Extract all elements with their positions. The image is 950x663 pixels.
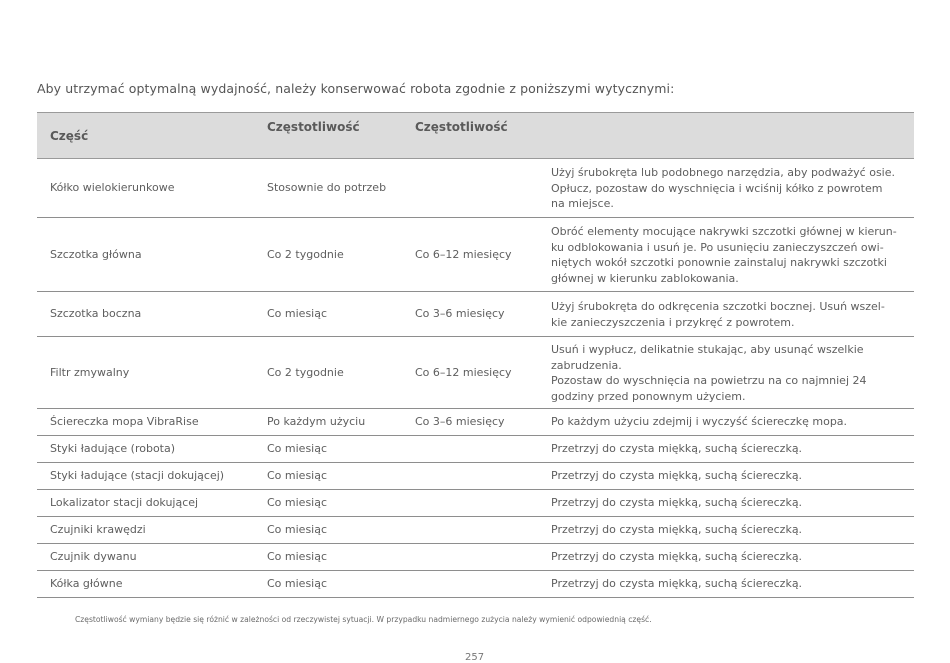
description-line: Obróć elementy mocujące nakrywki szczotki głównej w kierun- — [551, 225, 897, 238]
part-cell: Szczotka boczna — [37, 292, 254, 337]
part-cell: Czujniki krawędzi — [37, 517, 254, 544]
table-row — [37, 218, 914, 292]
table-header-row — [37, 113, 914, 159]
description-line: Opłucz, pozostaw do wyschnięcia i wciśnij kółko z powrotem — [551, 181, 883, 195]
frequency-cell: Co 2 tygodnie — [254, 337, 402, 409]
frequency-cell: Co miesiąc — [254, 571, 402, 598]
description-cell — [538, 159, 914, 218]
footnote: Częstotliwość wymiany będzie się różnić w zależności od rzeczywistej sytuacji. W przypadku nadmiernego zużycia należy wymienić odpowiednią część. — [75, 615, 652, 624]
description-line: Użyj śrubokręta lub podobnego narzędzia, aby podważyć osie. — [551, 166, 895, 180]
description-line: Usuń i wypłucz, delikatnie stukając, aby usunąć wszelkie — [551, 343, 864, 356]
frequency-cell: Co miesiąc — [254, 517, 402, 544]
replacement-cell — [402, 490, 538, 517]
table-row — [37, 517, 914, 544]
frequency-cell: Co miesiąc — [254, 436, 402, 463]
table-row — [37, 159, 914, 218]
description-cell — [538, 337, 914, 409]
part-cell: Kółko wielokierunkowe — [37, 159, 254, 218]
replacement-cell: Co 3–6 miesięcy — [402, 409, 538, 436]
table-row — [37, 571, 914, 598]
description-cell: Przetrzyj do czysta miękką, suchą ściereczką. — [538, 544, 914, 571]
description-line: niętych wokół szczotki ponownie zainstaluj nakrywki szczotki — [551, 256, 887, 269]
description-cell: Przetrzyj do czysta miękką, suchą ściereczką. — [538, 436, 914, 463]
table-row — [37, 544, 914, 571]
replacement-cell: Co 3–6 miesięcy — [402, 292, 538, 337]
description-line: Użyj śrubokręta do odkręcenia szczotki bocznej. Usuń wszel- — [551, 300, 885, 313]
description-cell: Przetrzyj do czysta miękką, suchą ściereczką. — [538, 463, 914, 490]
description-cell — [538, 292, 914, 337]
frequency-cell: Stosownie do potrzeb — [254, 159, 402, 218]
part-cell: Kółka główne — [37, 571, 254, 598]
description-line: głównej w kierunku zablokowania. — [551, 271, 739, 285]
replacement-cell: Co 6–12 miesięcy — [402, 337, 538, 409]
table-row — [37, 409, 914, 436]
table-row — [37, 463, 914, 490]
header-frequency-clean: Częstotliwość — [254, 113, 402, 159]
header-description — [538, 113, 914, 159]
description-cell: Po każdym użyciu zdejmij i wyczyść ściereczkę mopa. — [538, 409, 914, 436]
replacement-cell — [402, 571, 538, 598]
maintenance-table — [37, 112, 914, 598]
frequency-cell: Co 2 tygodnie — [254, 218, 402, 292]
frequency-cell: Co miesiąc — [254, 463, 402, 490]
part-cell: Lokalizator stacji dokującej — [37, 490, 254, 517]
replacement-cell: Co 6–12 miesięcy — [402, 218, 538, 292]
description-line: godziny przed ponownym użyciem. — [551, 389, 746, 403]
intro-text: Aby utrzymać optymalną wydajność, należy konserwować robota zgodnie z poniższymi wytycznymi: — [37, 81, 675, 96]
table-row — [37, 337, 914, 409]
table-row — [37, 490, 914, 517]
description-line: na miejsce. — [551, 197, 614, 211]
page-number: 257 — [465, 652, 485, 663]
frequency-cell: Co miesiąc — [254, 544, 402, 571]
description-cell — [538, 218, 914, 292]
description-cell: Przetrzyj do czysta miękką, suchą ściereczką. — [538, 517, 914, 544]
replacement-cell — [402, 517, 538, 544]
part-cell: Czujnik dywanu — [37, 544, 254, 571]
replacement-cell — [402, 463, 538, 490]
part-cell: Styki ładujące (robota) — [37, 436, 254, 463]
description-line: zabrudzenia. — [551, 358, 622, 372]
replacement-cell — [402, 436, 538, 463]
frequency-cell: Co miesiąc — [254, 292, 402, 337]
part-cell: Szczotka główna — [37, 218, 254, 292]
description-line: kie zanieczyszczenia i przykręć z powrotem. — [551, 315, 795, 329]
description-line: ku odblokowania i usuń je. Po usunięciu zanieczyszczeń owi- — [551, 240, 884, 254]
header-part: Część — [37, 113, 254, 159]
frequency-cell: Po każdym użyciu — [254, 409, 402, 436]
header-frequency-replace: Częstotliwość — [402, 113, 538, 159]
description-cell: Przetrzyj do czysta miękką, suchą ściereczką. — [538, 490, 914, 517]
description-cell: Przetrzyj do czysta miękką, suchą ściereczką. — [538, 571, 914, 598]
part-cell: Filtr zmywalny — [37, 337, 254, 409]
table-row — [37, 292, 914, 337]
replacement-cell — [402, 544, 538, 571]
frequency-cell: Co miesiąc — [254, 490, 402, 517]
description-line: Pozostaw do wyschnięcia na powietrzu na co najmniej 24 — [551, 374, 867, 387]
part-cell: Styki ładujące (stacji dokującej) — [37, 463, 254, 490]
table-row — [37, 436, 914, 463]
replacement-cell — [402, 159, 538, 218]
part-cell: Ściereczka mopa VibraRise — [37, 409, 254, 436]
